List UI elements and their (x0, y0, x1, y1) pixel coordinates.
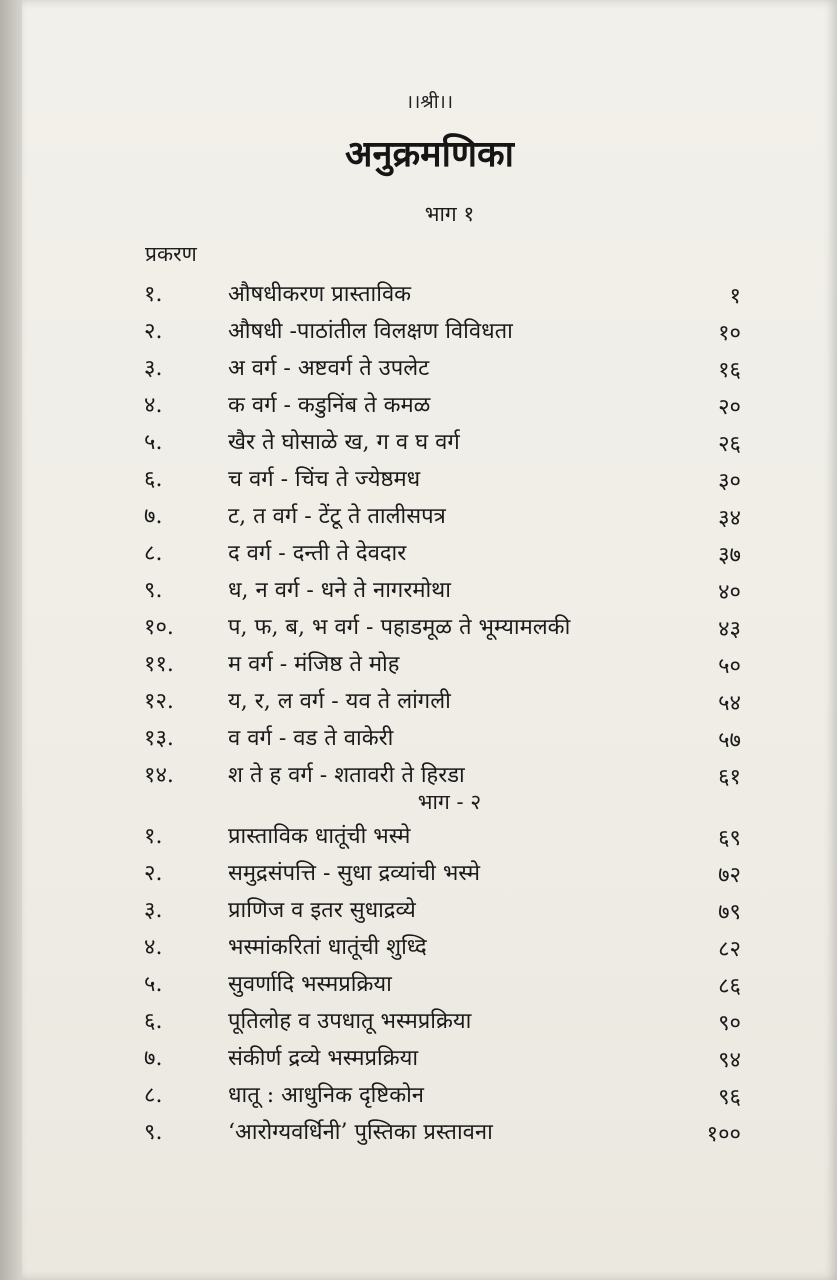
toc-entry (22, 718, 837, 755)
toc-entry (22, 459, 837, 496)
toc-entry (22, 422, 837, 459)
invocation-heading: ।।श्री।। (405, 91, 454, 113)
toc-entry-number: ३. (144, 356, 163, 381)
toc-entry (22, 274, 837, 311)
toc-entry-title: संकीर्ण द्रव्ये भस्मप्रक्रिया (228, 1046, 419, 1071)
toc-entry-title: भस्मांकरितां धातूंची शुध्दि (228, 935, 427, 960)
toc-entry-number: ५. (144, 430, 163, 455)
toc-entry-number: ८. (144, 541, 163, 566)
toc-entry-page-number: ९६ (718, 1085, 741, 1110)
toc-entry (22, 644, 837, 681)
toc-entry-page-number: ८६ (718, 974, 741, 999)
toc-entry-title: ‘आरोग्यवर्धिनी’ पुस्तिका प्रस्तावना (228, 1120, 493, 1145)
toc-entry-number: ९. (144, 1120, 163, 1145)
toc-entry-title: य, र, ल वर्ग - यव ते लांगली (228, 689, 451, 714)
toc-entry-number: १३. (144, 726, 174, 751)
toc-entry-number: ८. (144, 1083, 163, 1108)
toc-entry-number: २. (144, 861, 163, 886)
toc-entry-page-number: १६ (718, 358, 741, 383)
toc-entry-title: समुद्रसंपत्ति - सुधा द्रव्यांची भस्मे (228, 861, 480, 886)
toc-entry (22, 890, 837, 927)
toc-entry (22, 964, 837, 1001)
toc-entry-title: औषधी -पाठांतील विलक्षण विविधता (228, 319, 513, 344)
toc-entry-page-number: ३४ (718, 506, 741, 531)
page-title: अनुक्रमणिका (345, 133, 514, 175)
toc-entry-title: ध, न वर्ग - धने ते नागरमोथा (228, 578, 451, 603)
toc-entry-page-number: २० (718, 395, 741, 420)
toc-entry (22, 816, 837, 853)
toc-entry-page-number: ४३ (718, 617, 741, 642)
toc-entry-title: औषधीकरण प्रास्ताविक (228, 282, 412, 307)
toc-entry-number: ४. (144, 935, 163, 960)
toc-entry-title: प्राणिज व इतर सुधाद्रव्ये (228, 898, 416, 923)
toc-entry-number: ७. (144, 504, 163, 529)
toc-entry-title: सुवर्णादि भस्मप्रक्रिया (228, 972, 392, 997)
toc-entry-number: ६. (144, 1009, 163, 1034)
toc-entry (22, 1112, 837, 1149)
toc-entry (22, 607, 837, 644)
toc-entry-page-number: ४० (718, 580, 741, 605)
toc-entry-number: २. (144, 319, 163, 344)
toc-entry (22, 681, 837, 718)
toc-entry (22, 1075, 837, 1112)
toc-entry (22, 533, 837, 570)
toc-entry-page-number: ८२ (718, 937, 741, 962)
part2-heading: भाग - २ (417, 790, 482, 814)
toc-entry-title: धातू : आधुनिक दृष्टिकोन (228, 1083, 425, 1108)
toc-entry-title: श ते ह वर्ग - शतावरी ते हिरडा (228, 763, 465, 788)
toc-entry-title: पूतिलोह व उपधातू भस्मप्रक्रिया (228, 1009, 472, 1034)
toc-entry-title: खैर ते घोसाळे ख, ग व घ वर्ग (228, 430, 460, 455)
toc-entry-number: १०. (144, 615, 174, 640)
toc-entry-page-number: ३७ (718, 543, 741, 568)
toc-entry-page-number: २६ (718, 432, 741, 457)
toc-entry-page-number: ९० (718, 1011, 741, 1036)
toc-entry-page-number: १०० (706, 1122, 741, 1147)
book-page (22, 0, 837, 1280)
toc-entry-number: ६. (144, 467, 163, 492)
toc-entry (22, 927, 837, 964)
toc-entry-title: प, फ, ब, भ वर्ग - पहाडमूळ ते भूम्यामलकी (228, 615, 571, 640)
toc-entry-title: व वर्ग - वड ते वाकेरी (228, 726, 394, 751)
part1-toc-list (22, 274, 837, 792)
toc-entry (22, 385, 837, 422)
toc-entry-page-number: ५७ (718, 728, 741, 753)
toc-entry-page-number: ५० (718, 654, 741, 679)
toc-entry-number: ९. (144, 578, 163, 603)
page-edge (0, 0, 22, 1280)
toc-entry-page-number: ९४ (718, 1048, 741, 1073)
toc-entry-title: च वर्ग - चिंच ते ज्येष्ठमध (228, 467, 421, 492)
toc-entry (22, 570, 837, 607)
part2-toc-list (22, 816, 837, 1149)
column-label-chapter: प्रकरण (145, 242, 197, 266)
toc-entry-number: १. (144, 282, 163, 307)
toc-entry-title: अ वर्ग - अष्टवर्ग ते उपलेट (228, 356, 430, 381)
toc-entry-page-number: १० (718, 321, 741, 346)
toc-entry (22, 853, 837, 890)
toc-entry-number: ७. (144, 1046, 163, 1071)
toc-entry-title: ट, त वर्ग - टेंटू ते तालीसपत्र (228, 504, 446, 529)
toc-entry-number: ५. (144, 972, 163, 997)
toc-entry-page-number: ७२ (718, 863, 741, 888)
toc-entry-title: द वर्ग - दन्ती ते देवदार (228, 541, 407, 566)
toc-entry-page-number: ५४ (718, 691, 741, 716)
toc-entry-title: म वर्ग - मंजिष्ठ ते मोह (228, 652, 400, 677)
toc-entry-page-number: ६९ (718, 826, 741, 851)
part1-heading: भाग १ (424, 202, 475, 226)
toc-entry-page-number: ६१ (718, 765, 741, 790)
toc-entry-page-number: १ (729, 284, 741, 309)
toc-entry-page-number: ३० (718, 469, 741, 494)
toc-entry (22, 755, 837, 792)
toc-entry (22, 311, 837, 348)
toc-entry-number: ११. (144, 652, 174, 677)
toc-entry-number: १२. (144, 689, 174, 714)
toc-entry (22, 1038, 837, 1075)
toc-entry (22, 496, 837, 533)
toc-entry-title: क वर्ग - कडुनिंब ते कमळ (228, 393, 431, 418)
toc-entry (22, 348, 837, 385)
toc-entry-number: १. (144, 824, 163, 849)
toc-entry-title: प्रास्ताविक धातूंची भस्मे (228, 824, 411, 849)
toc-entry (22, 1001, 837, 1038)
toc-entry-number: ३. (144, 898, 163, 923)
toc-entry-number: ४. (144, 393, 163, 418)
toc-entry-page-number: ७९ (718, 900, 741, 925)
toc-entry-number: १४. (144, 763, 174, 788)
